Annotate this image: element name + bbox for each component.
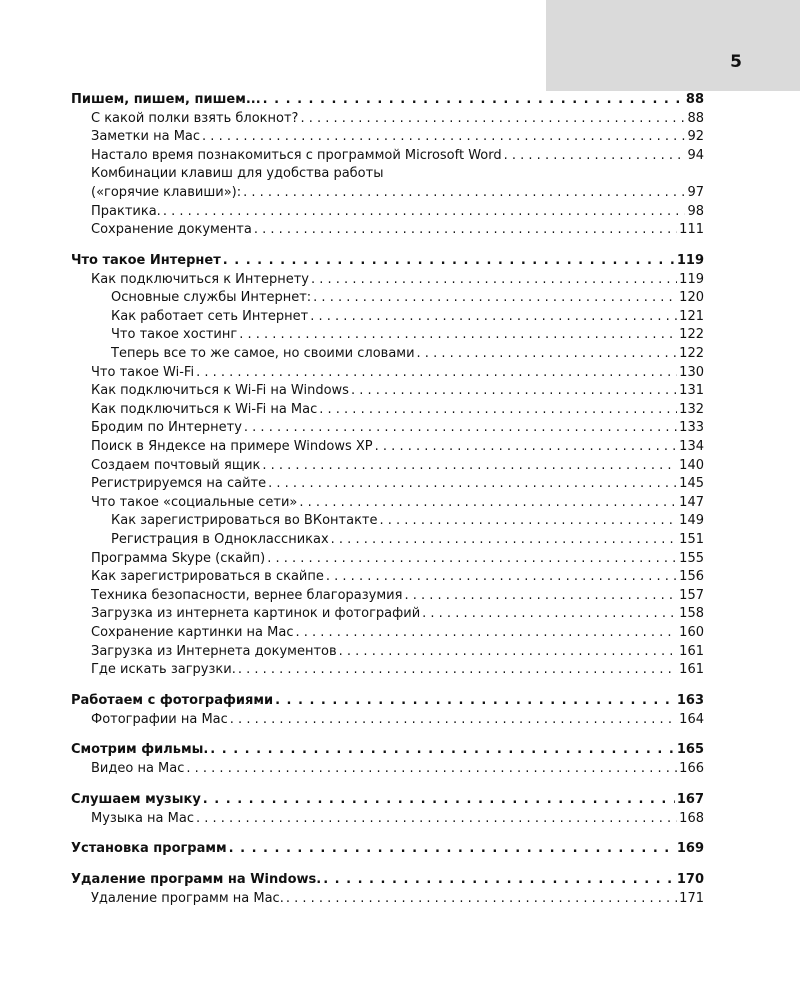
section-gap <box>71 859 704 871</box>
toc-section <box>71 419 704 438</box>
toc-entry-page: 92 <box>687 129 704 145</box>
toc-section <box>71 457 704 476</box>
toc-entry-title: Установка программ <box>71 841 227 857</box>
dot-leader <box>422 605 677 624</box>
toc-entry-page: 131 <box>679 383 704 399</box>
toc-entry-page: 170 <box>676 872 704 888</box>
dot-leader <box>263 91 684 110</box>
toc-entry-page: 132 <box>679 401 704 417</box>
toc-entry-title: Фотографии на Mac <box>91 711 228 727</box>
toc-entry-title: Как подключиться к Интернету <box>91 271 309 287</box>
dot-leader <box>268 475 677 494</box>
dot-leader <box>202 128 685 147</box>
dot-leader <box>326 568 677 587</box>
toc-section <box>71 128 704 147</box>
toc-entry-page: 130 <box>679 364 704 380</box>
toc-entry-title: Создаем почтовый ящик <box>91 457 261 473</box>
toc-entry-page: 120 <box>679 290 704 306</box>
dot-leader <box>417 345 678 364</box>
toc-entry-title: Регистрация в Одноклассниках <box>111 531 329 547</box>
toc-section <box>71 165 704 184</box>
toc-section <box>71 401 704 420</box>
toc-entry-title: Заметки на Mac <box>91 129 201 145</box>
toc-subsection <box>71 289 704 308</box>
dot-leader <box>196 810 677 829</box>
section-gap <box>71 729 704 741</box>
dot-leader <box>267 550 677 569</box>
toc-entry-title: Видео на Mac <box>91 761 185 777</box>
dot-leader <box>310 308 677 327</box>
table-of-contents <box>71 91 704 909</box>
toc-section <box>71 890 704 909</box>
toc-entry-page: 149 <box>679 513 704 529</box>
toc-entry-page: 163 <box>676 693 704 708</box>
dot-leader <box>351 382 677 401</box>
dot-leader <box>275 692 675 711</box>
dot-leader <box>299 494 677 513</box>
toc-section <box>71 587 704 606</box>
toc-entry-title: Удаление программ на Windows. <box>71 872 322 888</box>
toc-chapter <box>71 840 704 859</box>
toc-entry-page: 134 <box>679 438 704 454</box>
toc-section <box>71 147 704 166</box>
toc-entry-page: 166 <box>679 761 704 777</box>
toc-entry-page: 168 <box>679 810 704 826</box>
toc-entry-title: Сохранение картинки на Mac <box>91 624 294 640</box>
dot-leader <box>295 624 677 643</box>
toc-entry-title: Практика. <box>91 203 161 219</box>
dot-leader <box>404 587 677 606</box>
dot-leader <box>319 401 677 420</box>
toc-entry-page: 119 <box>679 271 704 287</box>
section-gap <box>71 680 704 692</box>
dot-leader <box>186 760 677 779</box>
toc-chapter <box>71 871 704 890</box>
toc-entry-page: 122 <box>679 327 704 343</box>
dot-leader <box>223 252 675 271</box>
toc-section <box>71 438 704 457</box>
toc-entry-page: 94 <box>687 147 704 163</box>
toc-entry-title: С какой полки взять блокнот? <box>91 110 299 126</box>
toc-entry-title: Загрузка из интернета картинок и фотографий <box>91 606 421 622</box>
dot-leader <box>239 326 677 345</box>
section-gap <box>71 779 704 791</box>
toc-entry-title: Работаем с фотографиями <box>71 693 274 708</box>
toc-entry-title: Сохранение документа <box>91 222 252 238</box>
toc-chapter <box>71 252 704 271</box>
toc-section <box>71 661 704 680</box>
toc-chapter <box>71 91 704 110</box>
toc-section <box>71 494 704 513</box>
toc-section <box>71 711 704 730</box>
toc-entry-page: 98 <box>687 203 704 219</box>
dot-leader <box>286 890 677 909</box>
page-number-tab <box>546 0 800 91</box>
toc-entry-page: 158 <box>679 606 704 622</box>
toc-entry-page: 133 <box>679 420 704 436</box>
toc-entry-title: Как работает сеть Интернет <box>111 308 309 324</box>
toc-entry-page: 157 <box>679 587 704 603</box>
dot-leader <box>300 110 685 129</box>
toc-entry-title: Смотрим фильмы. <box>71 742 209 758</box>
dot-leader <box>254 221 677 240</box>
toc-entry-page: 169 <box>676 841 704 857</box>
toc-section <box>71 760 704 779</box>
toc-section <box>71 624 704 643</box>
toc-chapter <box>71 692 704 711</box>
toc-entry-title: Как подключиться к Wi-Fi на Windows <box>91 383 349 399</box>
dot-leader <box>238 661 677 680</box>
dot-leader <box>210 741 675 760</box>
toc-entry-page: 165 <box>676 742 704 758</box>
toc-entry-page: 145 <box>679 476 704 492</box>
toc-entry-page: 171 <box>679 890 704 906</box>
toc-subsection <box>71 345 704 364</box>
dot-leader <box>313 289 677 308</box>
toc-entry-page: 167 <box>676 791 704 807</box>
toc-entry-page: 122 <box>679 346 704 362</box>
toc-entry-title: Теперь все то же самое, но своими словами <box>111 346 415 362</box>
toc-entry-page: 97 <box>687 184 704 200</box>
toc-section <box>71 810 704 829</box>
toc-entry-title: Где искать загрузки. <box>91 662 236 678</box>
toc-entry-page: 156 <box>679 569 704 585</box>
dot-leader <box>380 512 678 531</box>
toc-entry-title: Техника безопасности, вернее благоразумия <box>91 587 403 603</box>
toc-entry-title: Удаление программ на Mac. <box>91 890 284 906</box>
toc-entry-title: Что такое Интернет <box>71 253 221 269</box>
toc-entry-title: Пишем, пишем, пишем... <box>71 92 261 107</box>
page-number: 5 <box>730 52 742 72</box>
toc-entry-page: 147 <box>679 494 704 510</box>
toc-entry-title: Что такое хостинг <box>111 327 238 343</box>
toc-entry-page: 88 <box>687 110 704 126</box>
toc-section <box>71 605 704 624</box>
toc-entry-page: 111 <box>679 222 704 238</box>
dot-leader <box>504 147 686 166</box>
toc-entry-page: 121 <box>679 308 704 324</box>
dot-leader <box>262 457 677 476</box>
toc-section <box>71 271 704 290</box>
dot-leader <box>339 643 678 662</box>
toc-chapter <box>71 791 704 810</box>
toc-entry-title: («горячие клавиши»): <box>91 184 242 200</box>
toc-entry-page: 119 <box>676 253 704 269</box>
toc-entry-page: 151 <box>679 531 704 547</box>
section-gap <box>71 240 704 252</box>
toc-entry-page: 161 <box>679 643 704 659</box>
dot-leader <box>244 419 677 438</box>
toc-chapter <box>71 741 704 760</box>
dot-leader <box>196 364 677 383</box>
toc-entry-title: Поиск в Яндексе на примере Windows XP <box>91 438 373 454</box>
toc-entry-title: Настало время познакомиться с программой Microsoft Word <box>91 147 502 163</box>
toc-entry-page: 160 <box>679 624 704 640</box>
toc-section <box>71 203 704 222</box>
toc-subsection <box>71 326 704 345</box>
toc-entry-page: 164 <box>679 711 704 727</box>
toc-entry-title: Бродим по Интернету <box>91 420 242 436</box>
dot-leader <box>230 711 677 730</box>
toc-entry-title: Как зарегистрироваться во ВКонтакте <box>111 513 378 529</box>
toc-entry-page: 140 <box>679 457 704 473</box>
toc-entry-title: Что такое Wi-Fi <box>91 364 195 380</box>
dot-leader <box>163 203 686 222</box>
dot-leader <box>203 791 675 810</box>
toc-section <box>71 568 704 587</box>
toc-entry-title: Как зарегистрироваться в скайпе <box>91 569 324 585</box>
dot-leader <box>243 184 685 203</box>
toc-entry-page: 155 <box>679 550 704 566</box>
dot-leader <box>229 840 675 859</box>
toc-section <box>71 110 704 129</box>
toc-entry-title: Как подключиться к Wi-Fi на Mac <box>91 401 318 417</box>
toc-entry-title: Основные службы Интернет: <box>111 290 312 306</box>
toc-entry-title: Регистрируемся на сайте <box>91 476 267 492</box>
toc-entry-page: 161 <box>679 662 704 678</box>
toc-section <box>71 184 704 203</box>
toc-entry-page: 88 <box>685 92 704 107</box>
section-gap <box>71 828 704 840</box>
toc-section <box>71 221 704 240</box>
toc-section <box>71 550 704 569</box>
toc-subsection <box>71 308 704 327</box>
toc-entry-title: Комбинации клавиш для удобства работы <box>91 166 384 182</box>
toc-section <box>71 364 704 383</box>
toc-section <box>71 382 704 401</box>
toc-subsection <box>71 531 704 550</box>
toc-entry-title: Программа Skype (скайп) <box>91 550 266 566</box>
toc-entry-title: Что такое «социальные сети» <box>91 494 298 510</box>
toc-entry-title: Загрузка из Интернета документов <box>91 643 337 659</box>
dot-leader <box>375 438 678 457</box>
dot-leader <box>323 871 675 890</box>
dot-leader <box>331 531 678 550</box>
toc-subsection <box>71 512 704 531</box>
toc-entry-title: Слушаем музыку <box>71 791 201 807</box>
toc-section <box>71 643 704 662</box>
toc-section <box>71 475 704 494</box>
dot-leader <box>311 271 677 290</box>
toc-entry-title: Музыка на Mac <box>91 810 194 826</box>
